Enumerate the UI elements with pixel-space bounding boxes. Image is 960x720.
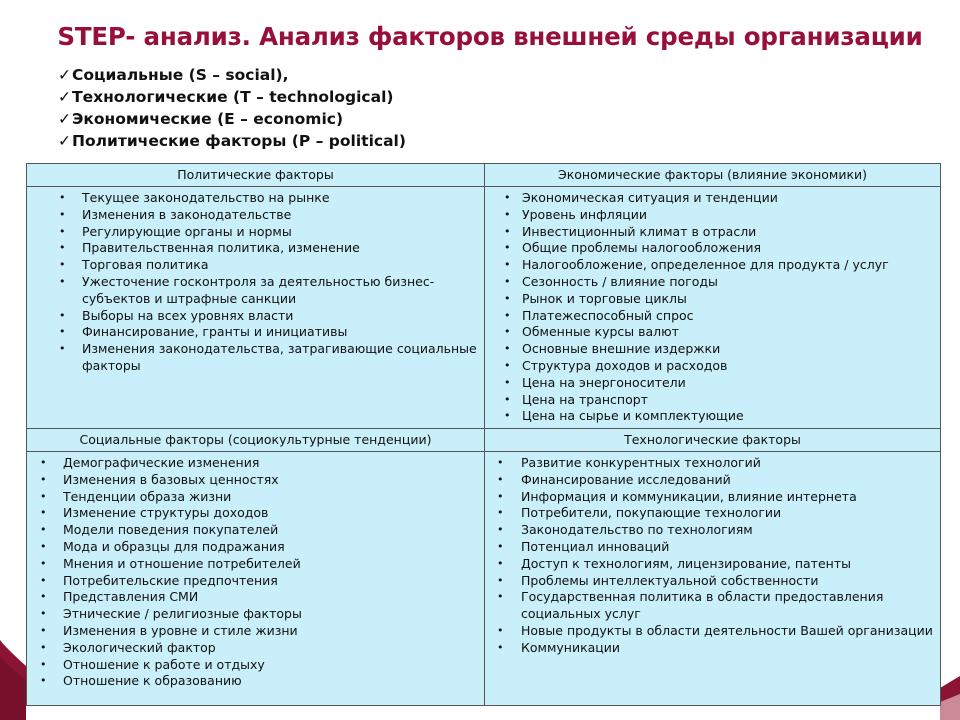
list-item: • Мнения и отношение потребителей xyxy=(27,556,482,573)
factor-type-item xyxy=(58,86,406,108)
factor-type-label: Технологические (T – technological) xyxy=(72,88,394,106)
list-item: • Общие проблемы налогообложения xyxy=(485,240,938,257)
list-item: • Демографические изменения xyxy=(27,455,482,472)
list-item: • Отношение к образованию xyxy=(27,673,482,690)
economic-factors-list xyxy=(485,187,940,425)
technological-factors-list xyxy=(485,452,940,657)
economic-factors-cell xyxy=(485,187,941,429)
list-item: • Потребители, покупающие технологии xyxy=(485,505,938,522)
list-item: • Цена на транспорт xyxy=(485,392,938,409)
list-item: • Отношение к работе и отдыху xyxy=(27,657,482,674)
checkmark-icon: ✓ xyxy=(58,110,71,128)
factor-type-item xyxy=(58,108,406,130)
list-item: • Структура доходов и расходов xyxy=(485,358,938,375)
list-item: • Изменения в уровне и стиле жизни xyxy=(27,623,482,640)
factor-type-label: Экономические (E – economic) xyxy=(72,110,344,128)
economic-factors-header: Экономические факторы (влияние экономики) xyxy=(485,164,941,187)
list-item: • Проблемы интеллектуальной собственности xyxy=(485,573,938,590)
list-item: • Платежеспособный спрос xyxy=(485,308,938,325)
checkmark-icon: ✓ xyxy=(58,88,71,106)
list-item: • Цена на сырье и комплектующие xyxy=(485,408,938,425)
list-item: • Регулирующие органы и нормы xyxy=(27,224,482,241)
list-item: • Изменения законодательства, затрагивающие социальные факторы xyxy=(27,341,482,375)
list-item: • Государственная политика в области предоставления социальных услуг xyxy=(485,589,938,623)
list-item: • Изменение структуры доходов xyxy=(27,505,482,522)
list-item: • Экономическая ситуация и тенденции xyxy=(485,190,938,207)
list-item: • Рынок и торговые циклы xyxy=(485,291,938,308)
list-item: • Изменения в базовых ценностях xyxy=(27,472,482,489)
list-item: • Тенденции образа жизни xyxy=(27,489,482,506)
factor-type-item xyxy=(58,130,406,152)
list-item: • Изменения в законодательстве xyxy=(27,207,482,224)
political-factors-cell xyxy=(27,187,485,429)
list-item: • Выборы на всех уровнях власти xyxy=(27,308,482,325)
list-item: • Цена на энергоносители xyxy=(485,375,938,392)
slide-title: STEP- анализ. Анализ факторов внешней среды организации xyxy=(57,22,923,51)
list-item: • Потребительские предпочтения xyxy=(27,573,482,590)
list-item: • Основные внешние издержки xyxy=(485,341,938,358)
list-item: • Развитие конкурентных технологий xyxy=(485,455,938,472)
factor-type-item xyxy=(58,64,406,86)
list-item: • Сезонность / влияние погоды xyxy=(485,274,938,291)
factor-type-label: Социальные (S – social), xyxy=(72,66,289,84)
list-item: • Финансирование исследований xyxy=(485,472,938,489)
list-item: • Потенциал инноваций xyxy=(485,539,938,556)
list-item: • Торговая политика xyxy=(27,257,482,274)
checkmark-icon: ✓ xyxy=(58,66,71,84)
political-factors-header: Политические факторы xyxy=(27,164,485,187)
list-item: • Мода и образцы для подражания xyxy=(27,539,482,556)
list-item: • Ужесточение госконтроля за деятельностью бизнес-субъектов и штрафные санкции xyxy=(27,274,482,308)
list-item: • Коммуникации xyxy=(485,640,938,657)
political-factors-list xyxy=(27,187,484,375)
technological-factors-cell xyxy=(485,452,941,706)
list-item: • Финансирование, гранты и инициативы xyxy=(27,324,482,341)
list-item: • Налогообложение, определенное для продукта / услуг xyxy=(485,257,938,274)
list-item: • Модели поведения покупателей xyxy=(27,522,482,539)
list-item: • Правительственная политика, изменение xyxy=(27,240,482,257)
list-item: • Доступ к технологиям, лицензирование, патенты xyxy=(485,556,938,573)
social-factors-cell xyxy=(27,452,485,706)
list-item: • Экологический фактор xyxy=(27,640,482,657)
list-item: • Инвестиционный климат в отрасли xyxy=(485,224,938,241)
factor-type-label: Политические факторы (P – political) xyxy=(72,132,406,150)
list-item: • Представления СМИ xyxy=(27,589,482,606)
list-item: • Текущее законодательство на рынке xyxy=(27,190,482,207)
technological-factors-header: Технологические факторы xyxy=(485,429,941,452)
list-item: • Этнические / религиозные факторы xyxy=(27,606,482,623)
social-factors-list xyxy=(27,452,484,690)
checkmark-icon: ✓ xyxy=(58,132,71,150)
factor-types-list xyxy=(58,64,406,152)
social-factors-header: Социальные факторы (социокультурные тенденции) xyxy=(27,429,485,452)
list-item: • Законодательство по технологиям xyxy=(485,522,938,539)
list-item: • Информация и коммуникации, влияние интернета xyxy=(485,489,938,506)
list-item: • Новые продукты в области деятельности Вашей организации xyxy=(485,623,938,640)
step-factors-table xyxy=(26,163,941,706)
list-item: • Уровень инфляции xyxy=(485,207,938,224)
list-item: • Обменные курсы валют xyxy=(485,324,938,341)
